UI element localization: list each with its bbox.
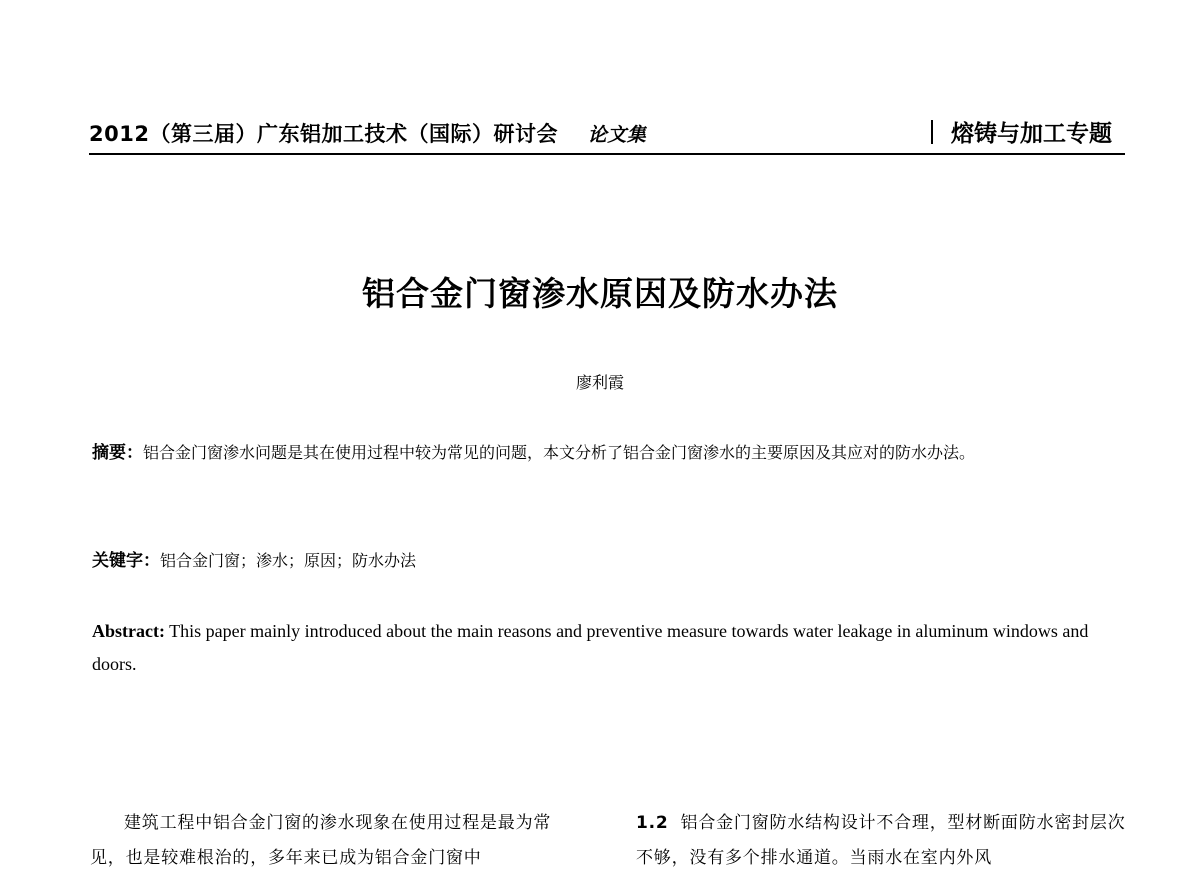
abstract-en-text: This paper mainly introduced about the main reasons and preventive measure towards water leakage in aluminum windows and doors.	[92, 621, 1089, 674]
section-topic: 熔铸与加工专题	[951, 121, 1112, 147]
body-right-column	[636, 806, 1131, 876]
keywords-label: 关键字：	[92, 551, 160, 571]
header-section-title	[931, 115, 1112, 148]
keywords-text: 铝合金门窗；渗水；原因；防水办法	[160, 551, 417, 570]
proceedings-label: 论文集	[587, 124, 647, 146]
abstract-english	[92, 615, 1132, 681]
abstract-label: 摘要：	[92, 443, 143, 463]
header-rule	[89, 153, 1125, 155]
paper-title: 铝合金门窗渗水原因及防水办法	[362, 274, 838, 313]
paper-author: 廖利霞	[575, 373, 624, 392]
section-number: 1.2	[636, 813, 669, 833]
keywords	[92, 546, 416, 571]
body-left-column: 建筑工程中铝合金门窗的渗水现象在使用过程是最为常见，也是较难根治的，多年来已成为铝合金门窗中	[90, 813, 552, 868]
abstract-text: 铝合金门窗渗水问题是其在使用过程中较为常见的问题，本文分析了铝合金门窗渗水的主要原因及其应对的防水办法。	[143, 443, 976, 462]
section-text: 铝合金门窗防水结构设计不合理，型材断面防水密封层次不够，没有多个排水通道。当雨水在室内外风	[636, 813, 1126, 868]
header-divider-bar	[931, 120, 933, 144]
conference-title: 2012（第三届）广东铝加工技术（国际）研讨会	[89, 122, 558, 146]
header-conference-title	[89, 118, 646, 148]
abstract-en-label: Abstract:	[92, 621, 165, 641]
abstract-chinese	[92, 436, 1132, 470]
